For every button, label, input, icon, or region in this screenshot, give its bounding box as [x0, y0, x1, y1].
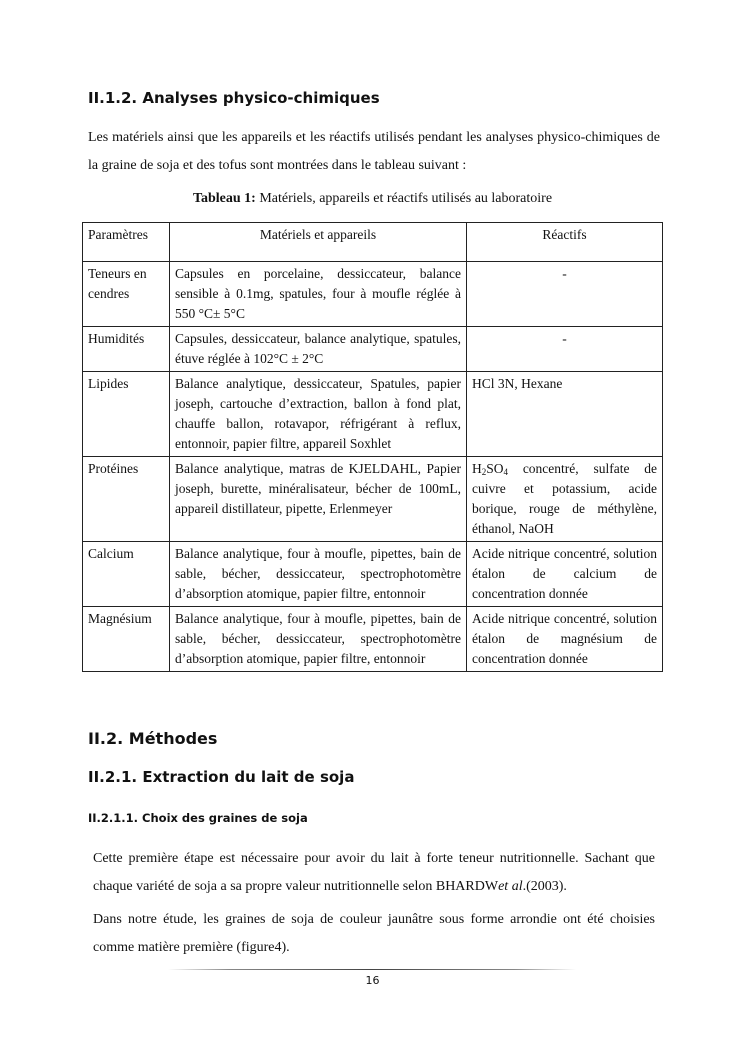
param-cell: Teneurs en cendres — [83, 262, 170, 327]
header-parametres: Paramètres — [83, 223, 170, 262]
header-reactifs: Réactifs — [467, 223, 663, 262]
page-number: 16 — [365, 974, 380, 987]
materials-cell: Balance analytique, matras de KJELDAHL, Papier joseph, burette, minéralisateur, bécher de 100mL, appareil distillateur, pipette, Erlenmeyer — [170, 457, 467, 542]
materials-table — [82, 222, 663, 672]
section-heading-analyses: II.1.2. Analyses physico-chimiques — [88, 89, 380, 107]
reagent-rest: concentré, sulfate de cuivre et potassium, acide borique, rouge de méthylène, éthanol, NaOH — [472, 461, 657, 536]
heading-methodes: II.2. Méthodes — [88, 729, 218, 748]
materials-cell: Capsules en porcelaine, dessiccateur, balance sensible à 0.1mg, spatules, four à moufle réglée à 550 °C± 5°C — [170, 262, 467, 327]
paragraph-choix-end: .(2003). — [522, 879, 567, 894]
reagents-cell: Acide nitrique concentré, solution étalon de calcium de concentration donnée — [467, 542, 663, 607]
table-row — [83, 262, 663, 327]
table-row — [83, 457, 663, 542]
reagent-h: H — [472, 461, 482, 476]
reagent-sub-4: 4 — [503, 467, 509, 477]
param-cell: Humidités — [83, 327, 170, 372]
param-cell: Calcium — [83, 542, 170, 607]
materials-cell: Capsules, dessiccateur, balance analytique, spatules, étuve réglée à 102°C ± 2°C — [170, 327, 467, 372]
reagent-so: SO — [486, 461, 504, 476]
table-caption-text: Matériels, appareils et réactifs utilisés au laboratoire — [255, 191, 553, 206]
reagents-cell: - — [467, 262, 663, 327]
paragraph-choix-etal: et al — [498, 879, 523, 894]
materials-cell: Balance analytique, dessiccateur, Spatules, papier joseph, cartouche d’extraction, ballon à fond plat, chauffe ballon, rotavapor, réfrigérant à reflux, entonnoir, papier filtre, appareil Soxhlet — [170, 372, 467, 457]
reagents-cell: Acide nitrique concentré, solution étalon de magnésium de concentration donnée — [467, 607, 663, 672]
param-cell: Protéines — [83, 457, 170, 542]
materials-cell: Balance analytique, four à moufle, pipettes, bain de sable, bécher, dessiccateur, spectrophotomètre d’absorption atomique, papier filtre, entonnoir — [170, 607, 467, 672]
reagents-cell: - — [467, 327, 663, 372]
paragraph-etude: Dans notre étude, les graines de soja de couleur jaunâtre sous forme arrondie ont été choisies comme matière première (figure4). — [93, 912, 655, 955]
materials-cell: Balance analytique, four à moufle, pipettes, bain de sable, bécher, dessiccateur, spectrophotomètre d’absorption atomique, papier filtre, entonnoir — [170, 542, 467, 607]
table-caption-label: Tableau 1: — [192, 191, 256, 206]
param-cell: Magnésium — [83, 607, 170, 672]
table-row — [83, 607, 663, 672]
param-cell: Lipides — [83, 372, 170, 457]
table-row — [83, 372, 663, 457]
heading-extraction: II.2.1. Extraction du lait de soja — [88, 768, 355, 786]
table-row — [83, 542, 663, 607]
reagents-cell: HCl 3N, Hexane — [467, 372, 663, 457]
intro-paragraph: Les matériels ainsi que les appareils et les réactifs utilisés pendant les analyses physico-chimiques de la graine de soja et des tofus sont montrées dans le tableau suivant : — [88, 130, 660, 173]
table-row — [83, 327, 663, 372]
reagent-sub-2: 2 — [481, 467, 487, 477]
paragraph-choix — [93, 845, 655, 901]
heading-choix-graines: II.2.1.1. Choix des graines de soja — [88, 811, 308, 825]
header-materiels: Matériels et appareils — [170, 223, 467, 262]
footer-divider — [168, 969, 576, 970]
reagents-cell — [467, 457, 663, 542]
table-header-row — [83, 223, 663, 262]
paragraph-choix-text: Cette première étape est nécessaire pour avoir du lait à forte teneur nutritionnelle. Sachant que chaque variété de soja a sa propre valeur nutritionnelle selon BHARDW — [93, 851, 655, 894]
table-caption — [0, 191, 745, 207]
